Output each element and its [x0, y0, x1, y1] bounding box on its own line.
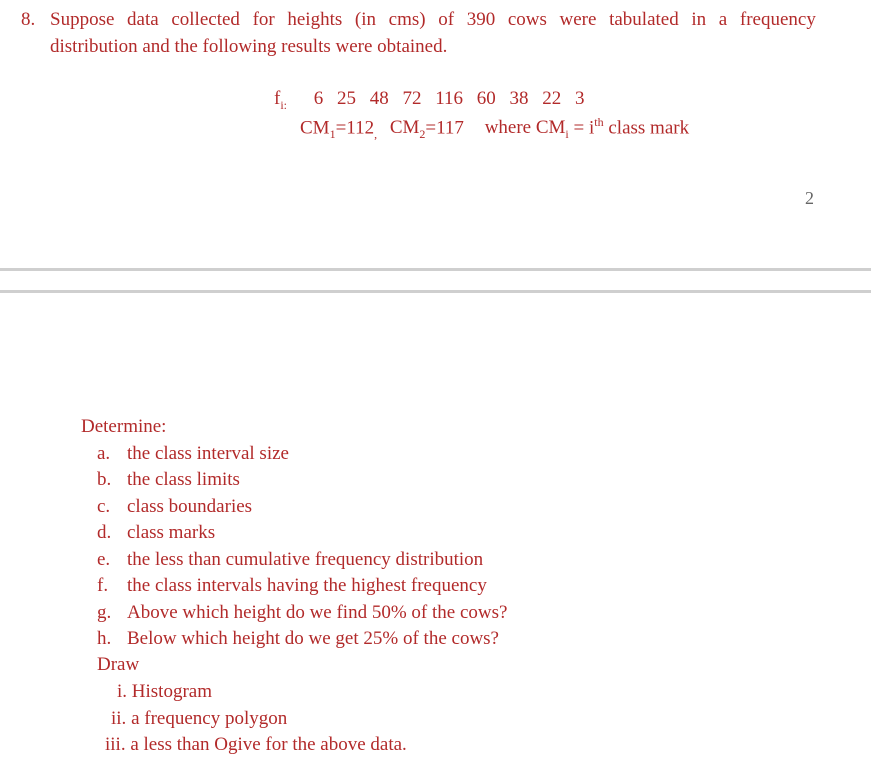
word: cms) — [388, 9, 426, 30]
word: 390 — [466, 9, 496, 30]
question-number: 8. — [21, 9, 36, 30]
frequency-value: 72 — [402, 88, 422, 109]
word: heights — [287, 9, 343, 30]
word: Suppose — [50, 9, 115, 30]
cut-off-text-line — [60, 760, 820, 768]
word: cows — [507, 9, 547, 30]
list-item: i. Histogram — [117, 681, 212, 702]
word: for — [252, 9, 275, 30]
frequency-value: 48 — [369, 88, 389, 109]
word: of — [438, 9, 455, 30]
list-item: g. Above which height do we find 50% of the cows? — [97, 602, 508, 623]
word: collected — [171, 9, 240, 30]
list-item: ii. a frequency polygon — [111, 708, 288, 729]
list-item: c. class boundaries — [97, 496, 253, 517]
list-item: d. class marks — [97, 522, 216, 543]
word: frequency — [739, 9, 816, 30]
list-item: iii. a less than Ogive for the above data. — [105, 734, 407, 755]
frequency-value: 60 — [476, 88, 496, 109]
question-text-line-2: distribution and the following results were obtained. — [50, 36, 448, 57]
question-text-line-1 — [50, 9, 816, 31]
word: (in — [354, 9, 376, 30]
list-item: a. the class interval size — [97, 443, 289, 464]
word: data — [127, 9, 159, 30]
word: were — [559, 9, 597, 30]
list-item: e. the less than cumulative frequency distribution — [97, 549, 484, 570]
word: a — [718, 9, 728, 30]
frequency-value: 3 — [575, 88, 585, 109]
page-divider — [0, 268, 871, 271]
list-item: f. the class intervals having the highest frequency — [97, 575, 487, 596]
class-mark-row: $CM_1=112_,$ $CM_2=117$ where $CM_i = i^{th}$ class mark — [300, 115, 690, 142]
page-number: 2 — [805, 188, 814, 208]
frequency-value: 22 — [542, 88, 562, 109]
frequency-label: $f_{i:}$ — [274, 88, 287, 112]
page-divider — [0, 290, 871, 293]
word: in — [691, 9, 707, 30]
frequency-value: 25 — [337, 88, 356, 109]
frequency-values — [314, 88, 594, 109]
word: tabulated — [609, 9, 679, 30]
draw-heading: Draw — [97, 654, 140, 675]
frequency-row — [274, 88, 594, 113]
list-item: b. the class limits — [97, 469, 240, 490]
frequency-value: 38 — [509, 88, 529, 109]
list-item: h. Below which height do we get 25% of the cows? — [97, 628, 499, 649]
frequency-value: 6 — [313, 88, 324, 109]
frequency-value: 116 — [435, 88, 464, 109]
determine-heading: Determine: — [81, 416, 167, 437]
